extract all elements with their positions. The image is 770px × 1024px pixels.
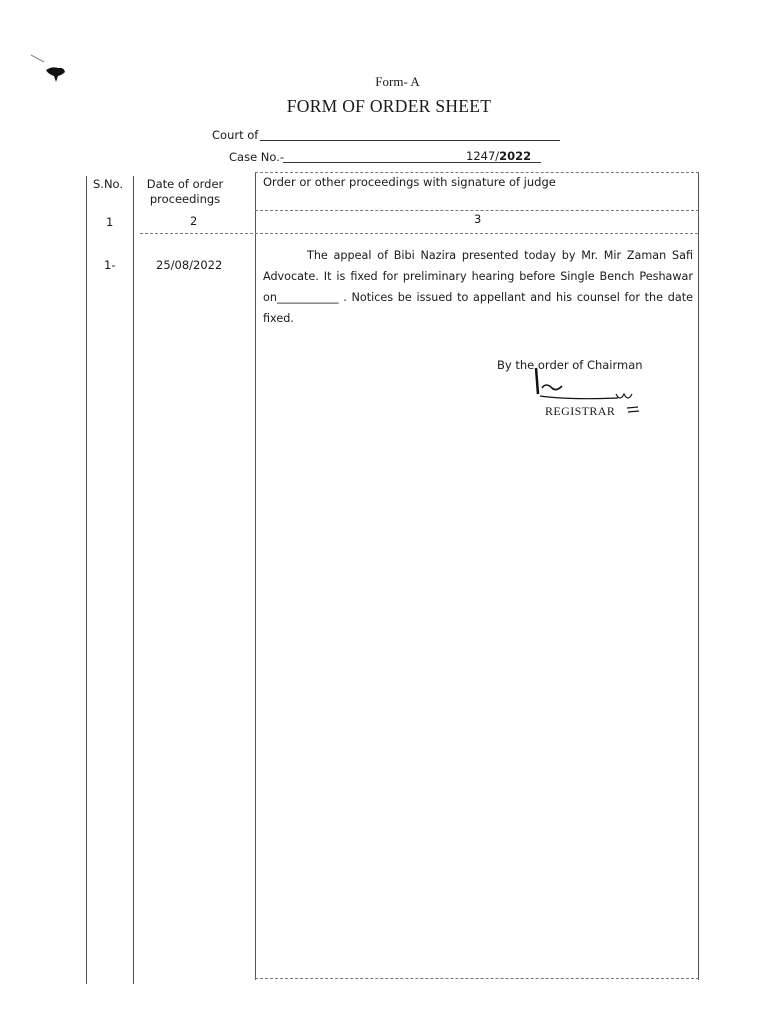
order-date-blank: ___________ xyxy=(276,291,339,304)
registrar-designation: REGISTRAR xyxy=(545,404,616,418)
court-of-underline xyxy=(260,140,560,141)
case-no-label: Case No.- xyxy=(229,150,285,164)
order-text-part-1: The appeal of Bibi Nazira presented today by Mr. Mir Zaman Safi Advocate. It is fixed for preliminary hearing before Single Bench Peshawar xyxy=(263,249,693,283)
row-sno: 1- xyxy=(104,258,116,272)
case-year: 2022 xyxy=(499,149,532,163)
column-number-2: 2 xyxy=(190,214,198,228)
column-number-3: 3 xyxy=(474,212,482,226)
bottom-border-line xyxy=(255,978,699,979)
row-order-text xyxy=(263,245,693,329)
registrar-mark xyxy=(626,404,640,416)
column-divider-1 xyxy=(133,176,134,984)
order-text-on: on xyxy=(263,291,277,304)
header-date: Date of order proceedings xyxy=(146,177,224,206)
header-order: Order or other proceedings with signature of judge xyxy=(263,175,556,189)
top-border-line xyxy=(255,172,699,173)
court-of-label: Court of xyxy=(212,128,259,142)
column-number-1: 1 xyxy=(106,215,114,229)
form-label: Form- A xyxy=(375,74,420,89)
signature-mark xyxy=(528,366,636,406)
header-sno: S.No. xyxy=(93,177,124,191)
order-text-part-2: . Notices be issued to appellant and his counsel for the date fixed. xyxy=(263,291,693,325)
case-number: 1247/ xyxy=(466,149,500,163)
row-date: 25/08/2022 xyxy=(156,258,223,272)
header-divider-line xyxy=(255,210,699,211)
column-number-divider-line xyxy=(140,233,698,234)
scratch-mark-decoration xyxy=(30,54,46,64)
left-border-line xyxy=(86,176,87,984)
case-number-value xyxy=(466,149,531,163)
page-title: FORM OF ORDER SHEET xyxy=(286,96,492,116)
right-border-line xyxy=(698,172,699,980)
by-order-text: By the order of Chairman xyxy=(497,358,643,372)
column-divider-2 xyxy=(255,172,256,980)
